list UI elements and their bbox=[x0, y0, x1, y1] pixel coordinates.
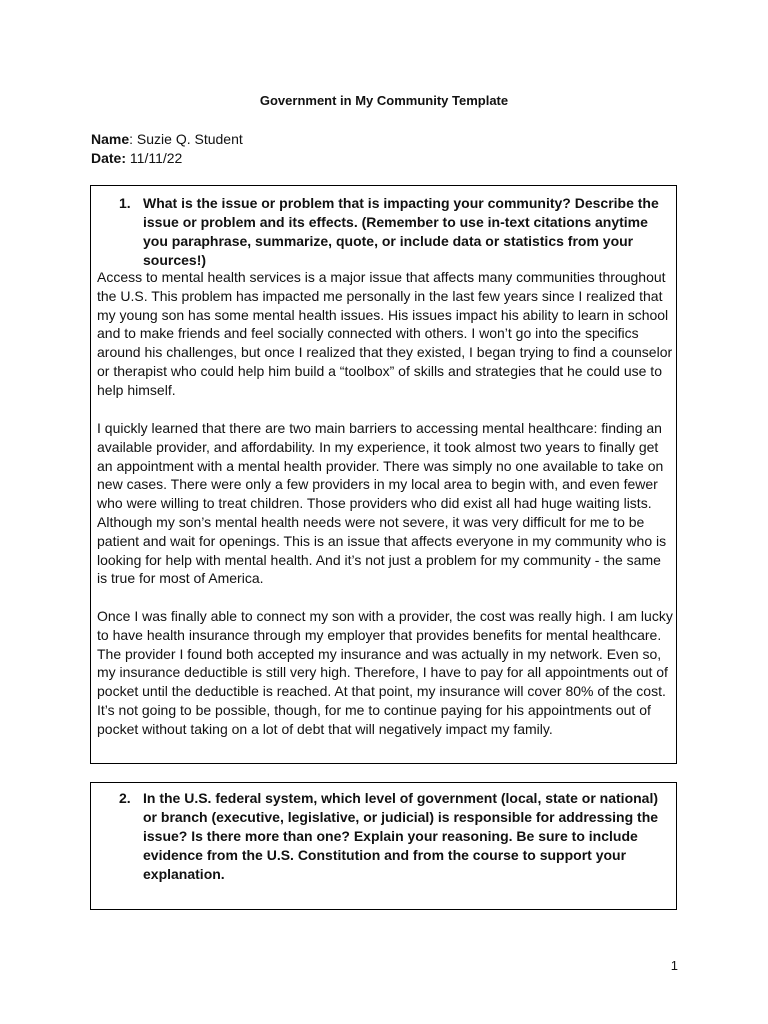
page-title: Government in My Community Template bbox=[259, 93, 509, 108]
date-label: Date: bbox=[91, 150, 127, 166]
student-name-line bbox=[91, 130, 243, 148]
question-1-text: What is the issue or problem that is impacting your community? Describe the issue or problem and its effects. (Remember to use in-text citations anytime you paraphrase, summarize, quote, or include data or statistics from your sources!) bbox=[143, 195, 659, 268]
name-label: Name bbox=[91, 131, 130, 147]
question-2 bbox=[119, 789, 667, 884]
question-1-box bbox=[90, 185, 677, 764]
date-line bbox=[91, 149, 182, 167]
answer-paragraph-3: Once I was finally able to connect my son with a provider, the cost was really high. I am lucky to have health insurance through my employer that provides benefits for mental healthcare. The provider I found both accepted my insurance and was actually in my network. Even so, my insurance deductible is still very high. Therefore, I have to pay for all appointments out of pocket until the deductible is reached. At that point, my insurance will cover 80% of the cost. It’s not going to be possible, though, for me to continue paying for his appointments out of pocket without taking on a lot of debt that will negatively impact my family. bbox=[97, 608, 673, 737]
answer-paragraph-1: Access to mental health services is a major issue that affects many communities throughout the U.S. This problem has impacted me personally in the last few years since I realized that my young son has some mental health issues. His issues impact his ability to learn in school and to make friends and feel socially connected with others. I won’t go into the specifics around his challenges, but once I realized that they existed, I began trying to find a counselor or therapist who could help him build a “toolbox” of skills and strategies that he could use to help himself. bbox=[97, 269, 673, 398]
question-1-number: 1. bbox=[119, 195, 131, 211]
name-value: : Suzie Q. Student bbox=[129, 131, 243, 147]
page-number: 1 bbox=[670, 958, 678, 973]
question-1 bbox=[119, 194, 667, 270]
question-2-box bbox=[90, 782, 677, 910]
question-2-text: In the U.S. federal system, which level of government (local, state or national) or branch (executive, legislative, or judicial) is responsible for addressing the issue? Is there more than one? Explain your reasoning. Be sure to include evidence from the U.S. Constitution and from the course to support your explanation. bbox=[143, 790, 659, 882]
question-2-number: 2. bbox=[119, 790, 131, 806]
date-value: 11/11/22 bbox=[126, 150, 183, 166]
answer-paragraph-2: I quickly learned that there are two main barriers to accessing mental healthcare: finding an available provider, and affordability. In my experience, it took almost two years to finally get an appointment with a mental health provider. There was simply no one available to take on new cases. There were only a few providers in my local area to begin with, and even fewer who were willing to treat children. Those providers who did exist all had huge waiting lists. Although my son’s mental health needs were not severe, it was very difficult for me to be patient and wait for openings. This is an issue that affects everyone in my community who is looking for help with mental health. And it’s not just a problem for my community - the same is true for most of America. bbox=[97, 420, 667, 587]
